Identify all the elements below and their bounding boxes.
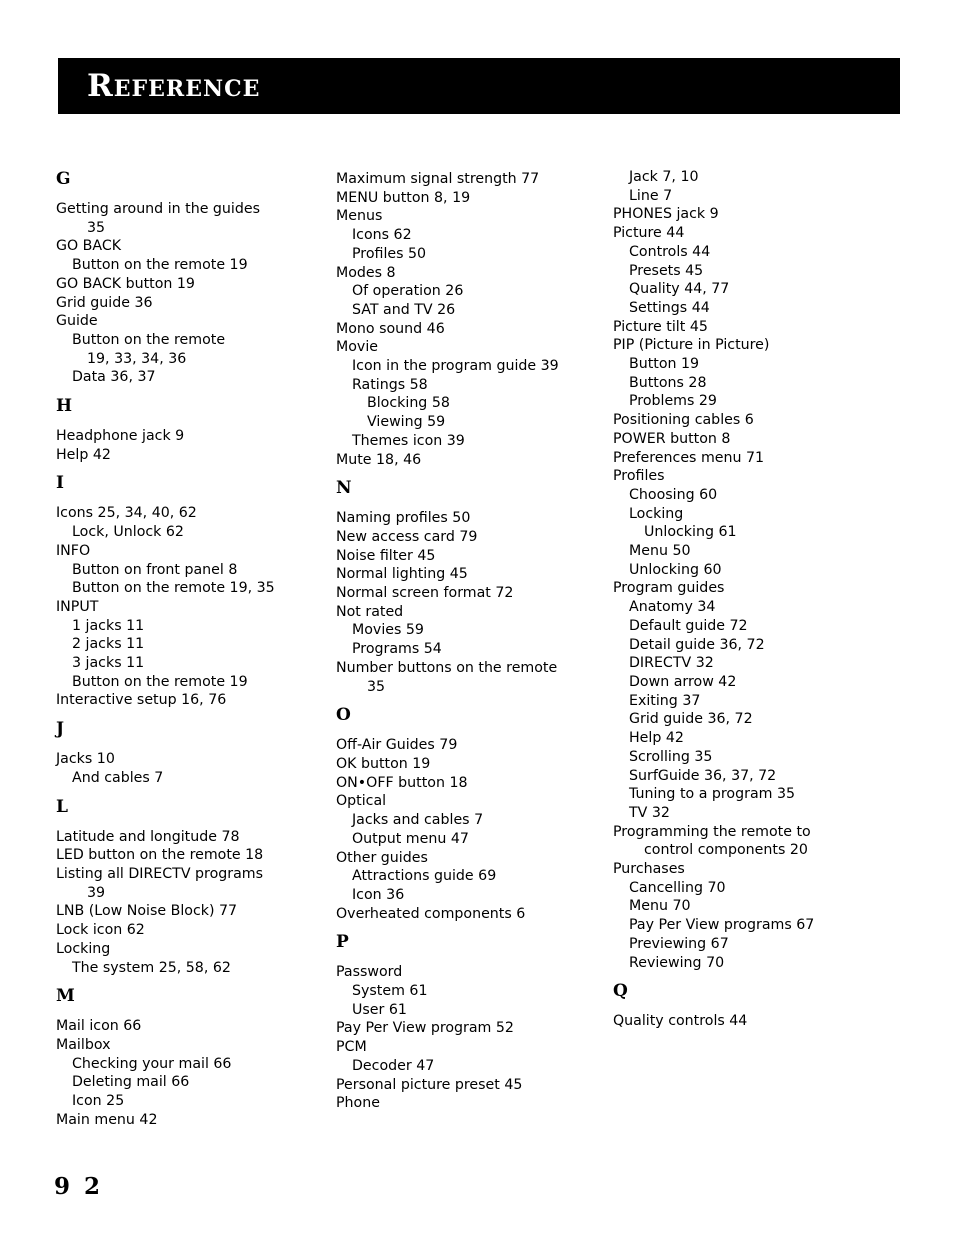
index-subentry: Quality 44, 77 <box>629 281 730 298</box>
index-subentry: And cables 7 <box>72 769 164 786</box>
index-subentry: Lock, Unlock 62 <box>72 524 184 541</box>
index-entry: Movie <box>336 339 378 356</box>
index-entry: Naming profiles 50 <box>336 510 471 527</box>
index-subentry: Button on the remote 19 <box>72 257 248 274</box>
index-subentry: Button on front panel 8 <box>72 561 238 578</box>
page-number: 9 2 <box>54 1173 104 1200</box>
index-subentry: TV 32 <box>629 804 670 821</box>
index-subentry: control components 20 <box>644 842 808 859</box>
page-title: Reference <box>87 68 261 104</box>
index-letter-heading: P <box>336 932 349 953</box>
index-entry: Interactive setup 16, 76 <box>56 692 227 709</box>
index-entry: Help 42 <box>56 446 111 463</box>
index-entry: Locking <box>56 940 111 957</box>
index-entry: POWER button 8 <box>613 430 731 447</box>
index-entry: Quality controls 44 <box>613 1013 748 1030</box>
index-entry: Optical <box>336 793 387 810</box>
index-entry: OK button 19 <box>336 755 431 772</box>
index-subentry: Unlocking 60 <box>629 561 722 578</box>
index-subentry: Checking your mail 66 <box>72 1055 232 1072</box>
index-entry: Headphone jack 9 <box>56 428 185 445</box>
index-entry: PCM <box>336 1039 367 1056</box>
index-column-1 <box>56 168 326 1129</box>
index-letter-heading: L <box>56 796 68 817</box>
index-letter-heading: N <box>336 478 352 499</box>
index-subentry: Reviewing 70 <box>629 954 725 971</box>
index-subentry: Blocking 58 <box>367 395 450 412</box>
index-subentry: Button on the remote 19, 35 <box>72 580 275 597</box>
index-subentry: SurfGuide 36, 37, 72 <box>629 767 777 784</box>
index-entry: Mute 18, 46 <box>336 451 422 468</box>
index-subentry: Data 36, 37 <box>72 369 156 386</box>
index-subentry: Exiting 37 <box>629 692 701 709</box>
index-entry: INFO <box>56 542 91 559</box>
index-entry: Program guides <box>613 580 725 597</box>
index-column-2 <box>336 170 606 1113</box>
index-subentry: 19, 33, 34, 36 <box>87 350 187 367</box>
index-entry: Lock icon 62 <box>56 922 145 939</box>
index-entry: INPUT <box>56 598 99 615</box>
index-subentry: System 61 <box>352 983 428 1000</box>
index-subentry: Buttons 28 <box>629 374 707 391</box>
index-entry: Maximum signal strength 77 <box>336 171 540 187</box>
index-subentry: Grid guide 36, 72 <box>629 711 753 728</box>
index-subentry: Unlocking 61 <box>644 524 737 541</box>
index-subentry: Ratings 58 <box>352 376 428 393</box>
index-entry: Latitude and longitude 78 <box>56 828 240 845</box>
index-entry: Mailbox <box>56 1036 111 1053</box>
index-subentry: DIRECTV 32 <box>629 655 714 672</box>
index-subentry: Help 42 <box>629 730 684 747</box>
index-entry: ON•OFF button 18 <box>336 774 468 791</box>
index-subentry: Attractions guide 69 <box>352 868 497 885</box>
index-entry: Guide <box>56 313 98 330</box>
index-entry: Mail icon 66 <box>56 1018 142 1035</box>
index-entry: MENU button 8, 19 <box>336 189 471 206</box>
index-entry: Positioning cables 6 <box>613 412 754 429</box>
index-subentry: Tuning to a program 35 <box>629 786 796 803</box>
index-letter-heading: O <box>336 705 351 726</box>
index-subentry: User 61 <box>352 1001 407 1018</box>
index-subentry: Controls 44 <box>629 243 711 260</box>
index-entry: Modes 8 <box>336 264 396 281</box>
index-entry: Menus <box>336 208 383 225</box>
index-entry: Overheated components 6 <box>336 905 526 922</box>
index-entry: New access card 79 <box>336 528 478 545</box>
index-entry: Not rated <box>336 603 404 620</box>
index-subentry: Settings 44 <box>629 299 710 316</box>
index-entry: Pay Per View program 52 <box>336 1020 514 1037</box>
index-subentry: Choosing 60 <box>629 486 718 503</box>
index-subentry: Cancelling 70 <box>629 879 726 896</box>
index-entry: 35 <box>367 678 386 695</box>
index-entry: Number buttons on the remote <box>336 659 558 676</box>
index-letter-heading: Q <box>613 981 628 1002</box>
index-subentry: Decoder 47 <box>352 1057 435 1074</box>
index-letter-heading: G <box>56 169 71 189</box>
index-entry: Picture 44 <box>613 225 685 242</box>
index-entry: Normal lighting 45 <box>336 566 468 583</box>
index-subentry: Viewing 59 <box>367 414 446 431</box>
index-entry: Password <box>336 964 403 981</box>
index-subentry: 2 jacks 11 <box>72 636 145 653</box>
index-subentry: Anatomy 34 <box>629 599 716 616</box>
index-entry: Normal screen format 72 <box>336 585 514 602</box>
index-subentry: Line 7 <box>629 187 673 204</box>
index-entry: Preferences menu 71 <box>613 449 765 466</box>
index-subentry: Scrolling 35 <box>629 748 713 765</box>
index-subentry: Button on the remote 19 <box>72 673 248 690</box>
index-entry: Grid guide 36 <box>56 294 153 311</box>
index-subentry: Profiles 50 <box>352 245 427 262</box>
index-subentry: Jack 7, 10 <box>629 169 699 185</box>
index-subentry: Button 19 <box>629 356 700 373</box>
index-subentry: Menu 50 <box>629 543 691 560</box>
index-subentry: Icon 36 <box>352 886 405 903</box>
index-entry: Noise filter 45 <box>336 547 436 564</box>
index-letter-heading: M <box>56 986 75 1007</box>
index-entry: Getting around in the guides <box>56 201 260 217</box>
index-entry: LED button on the remote 18 <box>56 847 264 864</box>
index-subentry: 1 jacks 11 <box>72 617 145 634</box>
index-subentry: Detail guide 36, 72 <box>629 636 765 653</box>
index-subentry: Output menu 47 <box>352 830 469 847</box>
index-subentry: Icon in the program guide 39 <box>352 358 559 375</box>
index-subentry: Movies 59 <box>352 622 424 639</box>
index-entry: Listing all DIRECTV programs <box>56 865 264 882</box>
index-entry: Off-Air Guides 79 <box>336 737 458 754</box>
index-entry: PIP (Picture in Picture) <box>613 337 770 354</box>
index-entry: Picture tilt 45 <box>613 318 708 335</box>
index-entry: Icons 25, 34, 40, 62 <box>56 505 197 522</box>
index-subentry: Button on the remote <box>72 331 226 348</box>
index-entry: Phone <box>336 1095 380 1112</box>
index-column-3 <box>613 168 883 1031</box>
index-subentry: Icon 25 <box>72 1093 125 1110</box>
index-subentry: Previewing 67 <box>629 935 729 952</box>
index-letter-heading: J <box>56 719 65 740</box>
index-subentry: Icons 62 <box>352 227 412 244</box>
index-entry: Personal picture preset 45 <box>336 1076 523 1093</box>
header-bar <box>58 58 900 114</box>
index-subentry: Jacks and cables 7 <box>352 812 484 829</box>
index-entry: LNB (Low Noise Block) 77 <box>56 903 238 920</box>
index-entry: GO BACK <box>56 238 122 255</box>
index-entry: Mono sound 46 <box>336 320 445 337</box>
index-subentry: 3 jacks 11 <box>72 655 145 672</box>
index-entry: Profiles <box>613 468 665 485</box>
index-entry: Other guides <box>336 849 428 866</box>
index-entry: PHONES jack 9 <box>613 206 719 223</box>
index-subentry: Down arrow 42 <box>629 673 737 690</box>
index-letter-heading: I <box>56 473 64 494</box>
index-subentry: Menu 70 <box>629 898 691 915</box>
index-subentry: Problems 29 <box>629 393 717 410</box>
index-subentry: Default guide 72 <box>629 617 748 634</box>
index-subentry: Locking <box>629 505 684 522</box>
index-entry: Programming the remote to <box>613 823 811 840</box>
index-subentry: Of operation 26 <box>352 283 464 300</box>
index-subentry: Pay Per View programs 67 <box>629 917 815 934</box>
index-subentry: The system 25, 58, 62 <box>72 959 231 976</box>
index-entry: Main menu 42 <box>56 1111 158 1128</box>
index-entry: Jacks 10 <box>56 751 115 768</box>
index-letter-heading: H <box>56 396 73 417</box>
index-subentry: Themes icon 39 <box>352 432 465 449</box>
index-subentry: Presets 45 <box>629 262 704 279</box>
index-entry: 39 <box>87 884 106 901</box>
index-entry: GO BACK button 19 <box>56 275 195 292</box>
index-subentry: Programs 54 <box>352 641 442 658</box>
index-subentry: Deleting mail 66 <box>72 1074 190 1091</box>
index-subentry: SAT and TV 26 <box>352 301 456 318</box>
index-entry: Purchases <box>613 861 685 878</box>
index-entry: 35 <box>87 219 106 236</box>
